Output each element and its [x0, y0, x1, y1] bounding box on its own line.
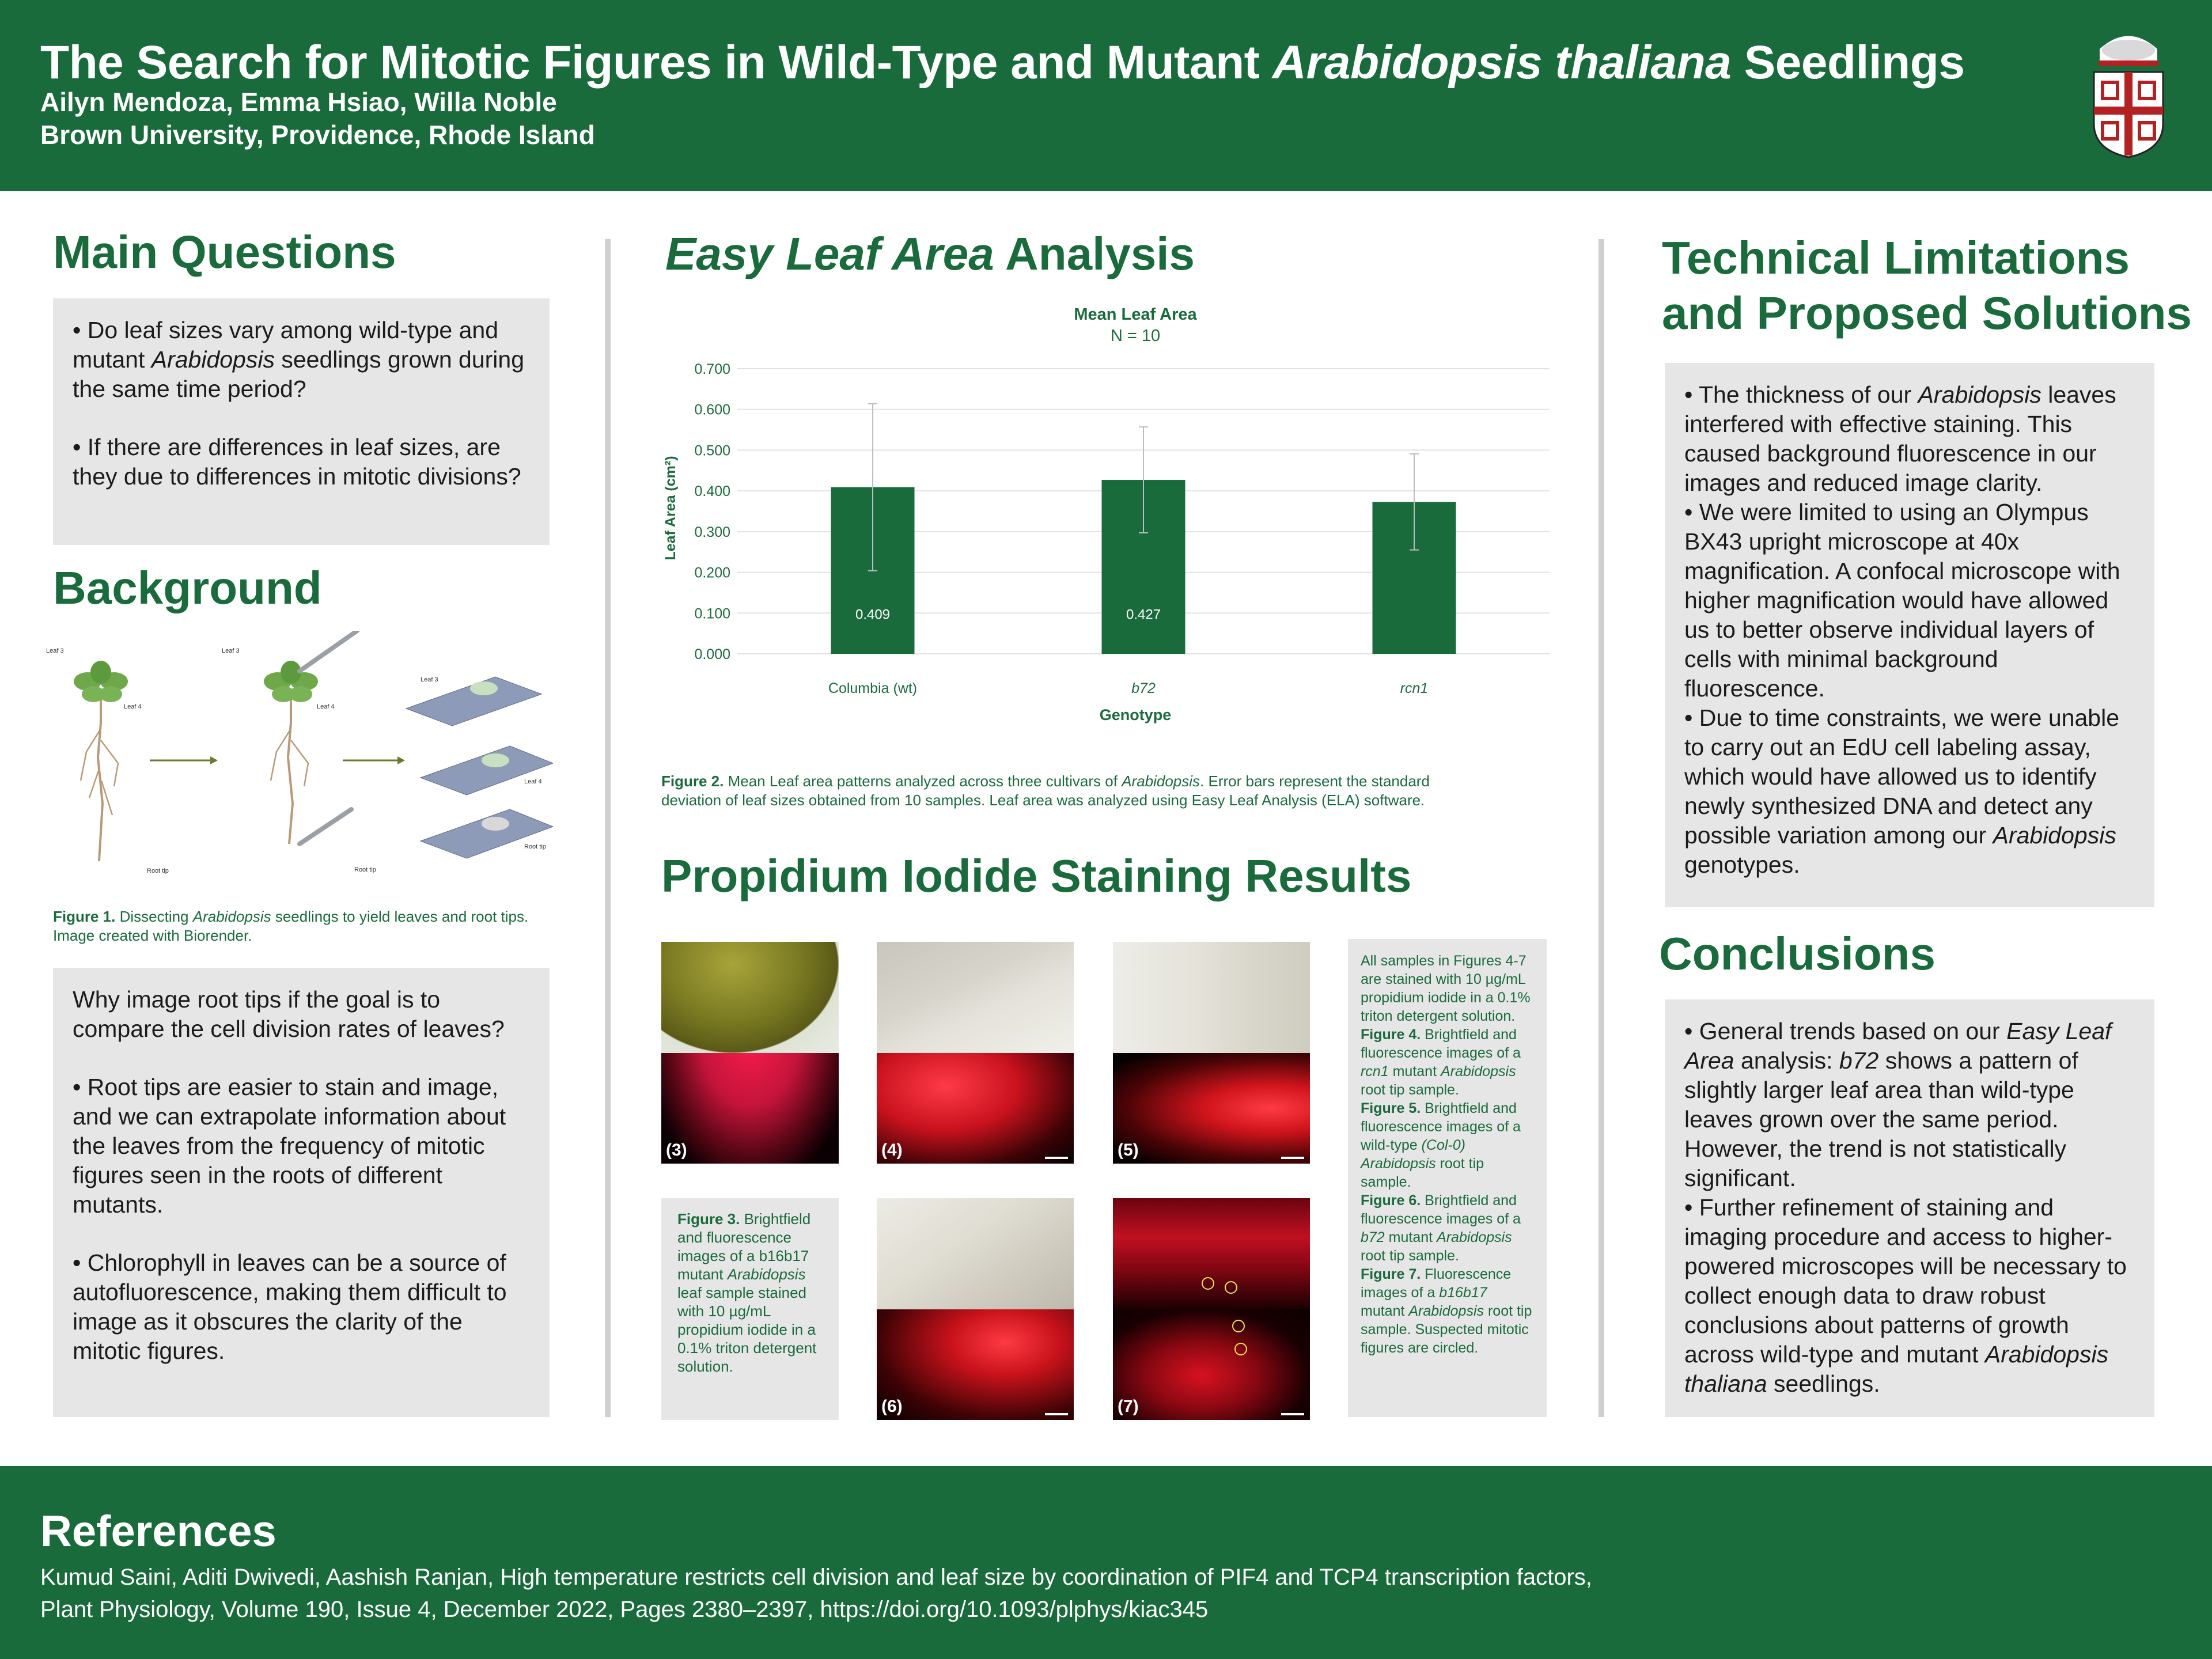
y-tick-label: 0.700: [694, 361, 730, 377]
main-questions-box: [53, 298, 550, 545]
seedling-dissection-diagram: [46, 631, 553, 884]
figure-7-caption: Figure 7. Fluorescence images of a b16b17 mutant Arabidopsis root tip sample. Suspected mitotic figures are circled.: [1361, 1266, 1532, 1356]
figures-4-7-caption-box: All samples in Figures 4-7 are stained with 10 µg/mL propidium iodide in a 0.1% triton detergent solution. Figure 4. Brightfield and fluorescence images of a rcn1 mutant Arabidopsis root tip sample. Figure 5. Brightfield and fluorescence images of a wild-type (Col-0) Arabidopsis root tip sample. Figure 6. Brightfield and fluorescence images of a b72 mutant Arabidopsis root tip sample. Figure 7. Fluorescence images of a b16b17 mutant Arabidopsis root tip sample. Suspected mitotic figures are circled.: [1348, 939, 1547, 1417]
figure-2-caption: Figure 2. Mean Leaf area patterns analyzed across three cultivars of Arabidopsis. Error bars represent the standard deviation of leaf sizes obtained from 10 samples. Leaf area was analyzed using Easy Leaf Analysis (ELA) software.: [661, 772, 1430, 809]
y-tick-label: 0.300: [694, 524, 730, 540]
limitations-box: [1665, 363, 2154, 907]
y-tick-label: 0.600: [694, 402, 730, 418]
x-tick-label: Columbia (wt): [828, 680, 918, 696]
why-point-1: • Root tips are easier to stain and image, and we can extrapolate information about the leaves from the frequency of mitotic figures seen in the roots of different mutants.: [73, 1074, 506, 1218]
microscope-slide-icon: [421, 746, 553, 795]
reference-entry: Kumud Saini, Aditi Dwivedi, Aashish Ranjan, High temperature restricts cell division and leaf size by coordination of PIF4 and TCP4 transcription factors, Plant Physiology, Volume 190, Issue 4, December 2022, Pages 2380–2397, https://doi.org/10.1093/plphys/kiac345: [40, 1565, 1592, 1622]
micrograph-6: [877, 1198, 1074, 1420]
why-root-tips-box: [53, 968, 550, 1417]
panel-label: (7): [1118, 1397, 1139, 1416]
limitation-2: • We were limited to using an Olympus BX43 upright microscope at 40x magnification. A confocal microscope with higher magnification would have allowed us to better observe individual layers of cells with minimal background fluorescence.: [1684, 499, 2120, 702]
panel-label: (3): [666, 1141, 687, 1160]
micrograph-7: [1113, 1198, 1310, 1420]
data-label: 0.427: [1126, 607, 1161, 623]
mitotic-figure-circles: [1113, 1198, 1310, 1420]
references-footer: [0, 1466, 2212, 1659]
figure-6-caption: Figure 6. Brightfield and fluorescence images of a b72 mutant Arabidopsis root tip sample.: [1361, 1192, 1521, 1264]
figure-4-caption: Figure 4. Brightfield and fluorescence images of a rcn1 mutant Arabidopsis root tip sample.: [1361, 1027, 1521, 1098]
y-tick-label: 0.000: [694, 646, 730, 662]
y-tick-label: 0.200: [694, 565, 730, 581]
diagram-label: Leaf 4: [524, 778, 542, 785]
mean-leaf-area-chart: [651, 300, 1561, 737]
scale-bar: [1045, 1413, 1068, 1415]
pi-heading: Propidium Iodide Staining Results: [661, 850, 1412, 902]
limitation-1: • The thickness of our Arabidopsis leaves interfered with effective staining. This caused background fluorescence in our images and reduced image clarity.: [1684, 381, 2116, 496]
microscope-slide-icon: [406, 677, 541, 726]
diagram-label: Root tip: [524, 843, 546, 850]
poster-title: The Search for Mitotic Figures in Wild-Type and Mutant Arabidopsis thaliana Seedlings: [40, 36, 1965, 89]
affiliation: Brown University, Providence, Rhode Island: [40, 120, 595, 150]
y-tick-label: 0.500: [694, 442, 730, 459]
diagram-label: Root tip: [354, 866, 376, 873]
micrograph-4: [877, 942, 1074, 1164]
why-point-2: • Chlorophyll in leaves can be a source of autofluorescence, making them difficult to image as it obscures the clarity of the mitotic figures.: [73, 1249, 507, 1364]
panel-label: (4): [881, 1141, 903, 1160]
seedling-icon: [74, 661, 128, 861]
microscope-slide-icon: [421, 809, 553, 858]
x-tick-label: rcn1: [1400, 680, 1429, 696]
micrograph-5: [1113, 942, 1310, 1164]
limitation-3: • Due to time constraints, we were unable to carry out an EdU cell labeling assay, which would have allowed us to identify newly synthesized DNA and detect any possible variation among our Arabidopsis genotypes.: [1684, 704, 2119, 878]
y-tick-label: 0.400: [694, 483, 730, 500]
micrograph-3: [661, 942, 839, 1164]
figure-1-caption: Figure 1. Dissecting Arabidopsis seedlings to yield leaves and root tips. Image created with Biorender.: [53, 908, 529, 944]
conclusions-box: [1665, 999, 2154, 1417]
chart-subtitle: N = 10: [1110, 327, 1161, 345]
diagram-label: Leaf 3: [222, 647, 240, 654]
limitations-heading: Technical Limitations and Proposed Solutions: [1662, 232, 2192, 339]
chart-svg: [651, 300, 1561, 737]
column-divider-left: [605, 239, 611, 1417]
y-tick-label: 0.100: [694, 605, 730, 622]
diagram-label: Leaf 3: [46, 647, 64, 654]
poster-header: [0, 0, 2212, 191]
panel-label: (6): [881, 1397, 903, 1416]
main-questions-heading: Main Questions: [53, 226, 396, 278]
diagram-label: Leaf 4: [124, 703, 142, 710]
column-divider-right: [1599, 239, 1604, 1417]
x-tick-label: b72: [1131, 680, 1156, 696]
panel-label: (5): [1118, 1141, 1139, 1160]
references-heading: References: [40, 1507, 276, 1556]
diagram-label: Root tip: [147, 868, 169, 874]
scale-bar: [1281, 1413, 1304, 1415]
seedling-icon: [264, 631, 357, 844]
x-axis-label: Genotype: [1099, 706, 1172, 724]
conclusion-2: • Further refinement of staining and imaging procedure and access to higher-powered microscopes will be necessary to collect enough data to draw robust conclusions about patterns of growth across wild-type and mutant Arabidopsis thaliana seedlings.: [1684, 1194, 2127, 1397]
authors: Ailyn Mendoza, Emma Hsiao, Willa Noble: [40, 87, 557, 117]
question-2: • If there are differences in leaf sizes, are they due to differences in mitotic divisions?: [73, 434, 521, 490]
chart-title: Mean Leaf Area: [1074, 305, 1197, 324]
figure-5-caption: Figure 5. Brightfield and fluorescence images of a wild-type (Col-0) Arabidopsis root tip sample.: [1361, 1100, 1521, 1190]
background-heading: Background: [53, 562, 322, 613]
ela-heading: Easy Leaf Area Analysis: [665, 228, 1195, 279]
brown-university-shield-icon: [2088, 26, 2169, 158]
scale-bar: [1281, 1157, 1304, 1159]
question-1: • Do leaf sizes vary among wild-type and mutant Arabidopsis seedlings grown during the same time period?: [73, 317, 525, 402]
diagram-label: Leaf 3: [421, 676, 438, 683]
why-heading: Why image root tips if the goal is to compare the cell division rates of leaves?: [73, 986, 505, 1042]
y-axis-label: Leaf Area (cm²): [662, 456, 679, 560]
data-label: 0.409: [855, 607, 891, 623]
conclusions-heading: Conclusions: [1659, 928, 1936, 979]
scale-bar: [1045, 1157, 1068, 1159]
diagram-label: Leaf 4: [317, 703, 335, 710]
figure-3-caption-box: Figure 3. Brightfield and fluorescence images of a b16b17 mutant Arabidopsis leaf sample stained with 10 µg/mL propidium iodide in a 0.1% triton detergent solution.: [661, 1198, 839, 1420]
conclusion-1: • General trends based on our Easy Leaf Area analysis: b72 shows a pattern of slightly larger leaf area than wild-type leaves grown over the same period. However, the trend is not statistically significant.: [1684, 1018, 2112, 1191]
